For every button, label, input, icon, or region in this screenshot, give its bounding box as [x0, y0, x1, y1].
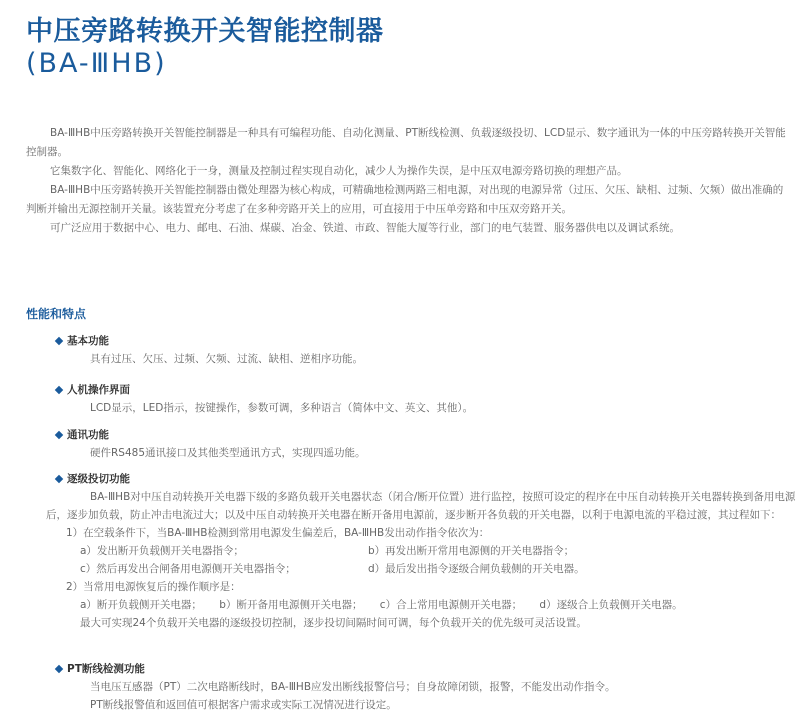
feature-title: 人机操作界面 — [67, 384, 130, 396]
step-2: 2）当常用电源恢复后的操作顺序是： — [66, 581, 241, 593]
step-1-list — [80, 542, 796, 560]
feature-title: 通讯功能 — [67, 429, 109, 441]
intro-paragraph: BA-ⅢHB中压旁路转换开关智能控制器由微处理器为核心构成，可精确地检测两路三相电源，对出现的电源异常（过压、欠压、缺相、过频、欠频）做出准确的判断并输出无源控制开关量。该装置充分考虑了在多种旁路开关上的应用，可直接用于中压单旁路和中压双旁路开关。 — [26, 184, 784, 215]
step-2-list — [80, 596, 796, 614]
feature-switching — [46, 470, 796, 632]
step-item: b）再发出断开常用电源侧的开关电器指令； — [368, 545, 575, 557]
feature-title: 逐级投切功能 — [67, 473, 130, 485]
diamond-bullet-icon — [55, 475, 63, 483]
feature-pt — [56, 660, 796, 714]
switching-note: 最大可实现24个负载开关电器的逐级投切控制，逐步投切间隔时间可调，每个负载开关的优先级可灵活设置。 — [80, 617, 587, 629]
feature-title: PT断线检测功能 — [67, 663, 145, 675]
section-title: 性能和特点 — [26, 307, 87, 321]
step-item: c）然后再发出合闸备用电源侧开关电器指令； — [80, 563, 296, 575]
feature-comm — [56, 426, 796, 462]
feature-desc: LCD显示，LED指示，按键操作，参数可调，多种语言（简体中文、英文、其他）。 — [90, 402, 474, 414]
step-item: d）逐级合上负载侧开关电器。 — [539, 599, 683, 611]
feature-desc: PT断线报警值和返回值可根据客户需求或实际工况情况进行设定。 — [90, 699, 397, 711]
page-title: 中压旁路转换开关智能控制器 — [26, 16, 384, 47]
diamond-bullet-icon — [55, 431, 63, 439]
diamond-bullet-icon — [55, 665, 63, 673]
intro-paragraph: 可广泛应用于数据中心、电力、邮电、石油、煤碳、冶金、铁道、市政、智能大厦等行业，部门的电气装置、服务器供电以及调试系统。 — [50, 222, 680, 234]
feature-hmi — [56, 381, 796, 417]
step-1-list — [80, 560, 796, 578]
step-item: d）最后发出指令逐级合闸负载侧的开关电器。 — [368, 563, 585, 575]
intro-paragraph: BA-ⅢHB中压旁路转换开关智能控制器是一种具有可编程功能、自动化测量、PT断线检测、负载逐级投切、LCD显示、数字通讯为一体的中压旁路转换开关智能控制器。 — [26, 127, 786, 158]
diamond-bullet-icon — [55, 337, 63, 345]
model-subtitle: (BA-ⅢHB) — [26, 48, 167, 79]
intro-paragraph: 它集数字化、智能化、网络化于一身，测量及控制过程实现自动化，减少人为操作失误，是中压双电源旁路切换的理想产品。 — [50, 165, 628, 177]
intro-section — [26, 124, 786, 238]
diamond-bullet-icon — [55, 386, 63, 394]
step-1: 1）在空载条件下，当BA-ⅢHB检测到常用电源发生偏差后，BA-ⅢHB发出动作指令依次为： — [66, 527, 490, 539]
step-item: a）断开负载侧开关电器； — [80, 599, 202, 611]
step-item: a）发出断开负载侧开关电器指令； — [80, 545, 244, 557]
feature-desc: 当电压互感器（PT）二次电路断线时，BA-ⅢHB应发出断线报警信号；自身故障闭锁，报警，不能发出动作指令。 — [90, 681, 616, 693]
step-item: c）合上常用电源侧开关电器； — [379, 599, 523, 611]
feature-title: 基本功能 — [67, 335, 109, 347]
feature-basic — [56, 332, 796, 368]
feature-desc: BA-ⅢHB对中压自动转换开关电器下级的多路负载开关电器状态（闭合/断开位置）进行监控，按照可设定的程序在中压自动转换开关电器转换到备用电源后，逐步加负载，防止冲击电流过大；以及中压自动转换开关电器在断开备用电源前，逐步断开各负载的开关电器，以利于电源电流的平稳过渡，其过程如下： — [46, 491, 796, 521]
feature-desc: 具有过压、欠压、过频、欠频、过流、缺相、逆相序功能。 — [90, 353, 363, 365]
feature-desc: 硬件RS485通讯接口及其他类型通讯方式，实现四遥功能。 — [90, 447, 366, 459]
step-item: b）断开备用电源侧开关电器； — [219, 599, 363, 611]
